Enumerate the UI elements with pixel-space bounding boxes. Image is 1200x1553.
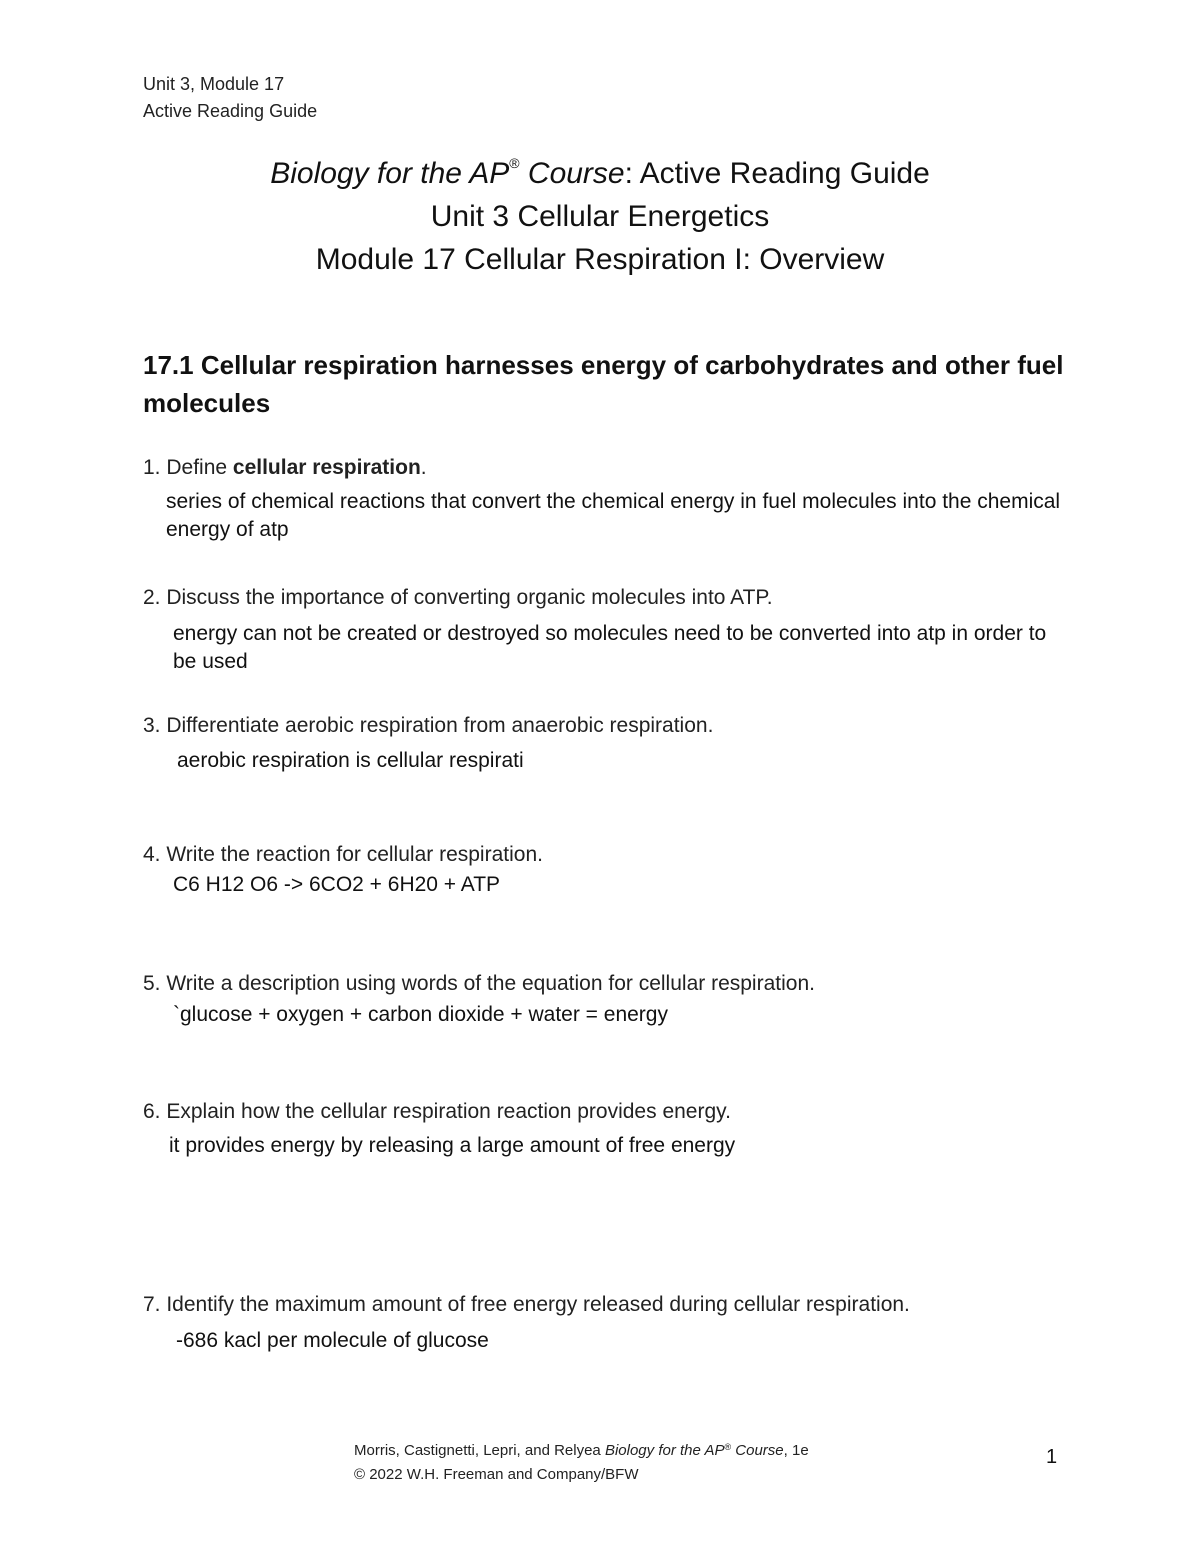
question-2-prompt: 2. Discuss the importance of converting organic molecules into ATP. bbox=[143, 586, 773, 609]
footer-edition: , 1e bbox=[783, 1442, 809, 1459]
page-number: 1 bbox=[1046, 1446, 1058, 1468]
section-heading: 17.1 Cellular respiration harnesses energy of carbohydrates and other fuel molecules bbox=[143, 350, 1064, 418]
footer-citation bbox=[354, 1442, 809, 1459]
question-5-answer[interactable]: `glucose + oxygen + carbon dioxide + water = energy bbox=[173, 1003, 668, 1026]
header-guide-label: Active Reading Guide bbox=[143, 101, 318, 121]
question-7-answer[interactable]: -686 kacl per molecule of glucose bbox=[176, 1329, 489, 1352]
title-course-word: Course bbox=[519, 157, 625, 190]
module-title: Module 17 Cellular Respiration I: Overview bbox=[315, 243, 885, 276]
question-4-answer[interactable]: C6 H12 O6 -> 6CO2 + 6H20 + ATP bbox=[173, 873, 501, 896]
question-7-prompt: 7. Identify the maximum amount of free energy released during cellular respiration. bbox=[143, 1293, 910, 1316]
document-title bbox=[0, 157, 1200, 191]
title-guide-label: : Active Reading Guide bbox=[624, 157, 930, 190]
title-book-name: Biology for the AP bbox=[270, 157, 510, 190]
question-4-prompt: 4. Write the reaction for cellular respiration. bbox=[143, 843, 543, 866]
footer-course-word: Course bbox=[731, 1442, 784, 1459]
question-3-prompt: 3. Differentiate aerobic respiration from anaerobic respiration. bbox=[143, 714, 714, 737]
footer-authors: Morris, Castignetti, Lepri, and Relyea bbox=[354, 1442, 605, 1459]
question-6-prompt: 6. Explain how the cellular respiration reaction provides energy. bbox=[143, 1100, 731, 1123]
question-1-prompt-post: . bbox=[420, 456, 427, 479]
unit-title: Unit 3 Cellular Energetics bbox=[430, 200, 770, 233]
header-unit-module: Unit 3, Module 17 bbox=[143, 74, 285, 94]
question-6-answer[interactable]: it provides energy by releasing a large amount of free energy bbox=[169, 1134, 736, 1157]
question-1-term: cellular respiration bbox=[232, 456, 421, 479]
question-3-answer[interactable]: aerobic respiration is cellular respirati bbox=[177, 749, 524, 772]
question-1-prompt bbox=[143, 456, 427, 480]
question-5-prompt: 5. Write a description using words of the equation for cellular respiration. bbox=[143, 972, 815, 995]
question-1-answer[interactable]: series of chemical reactions that convert the chemical energy in fuel molecules into the chemical energy of atp bbox=[166, 490, 1061, 541]
footer-registered-mark: ® bbox=[724, 1442, 732, 1452]
title-registered-mark: ® bbox=[509, 155, 520, 171]
question-1-prompt-pre: 1. Define bbox=[143, 456, 233, 479]
footer-copyright: © 2022 W.H. Freeman and Company/BFW bbox=[354, 1466, 639, 1483]
question-2-answer[interactable]: energy can not be created or destroyed so molecules need to be converted into atp in order to be used bbox=[173, 622, 1047, 673]
footer-book-name: Biology for the AP bbox=[604, 1442, 725, 1459]
